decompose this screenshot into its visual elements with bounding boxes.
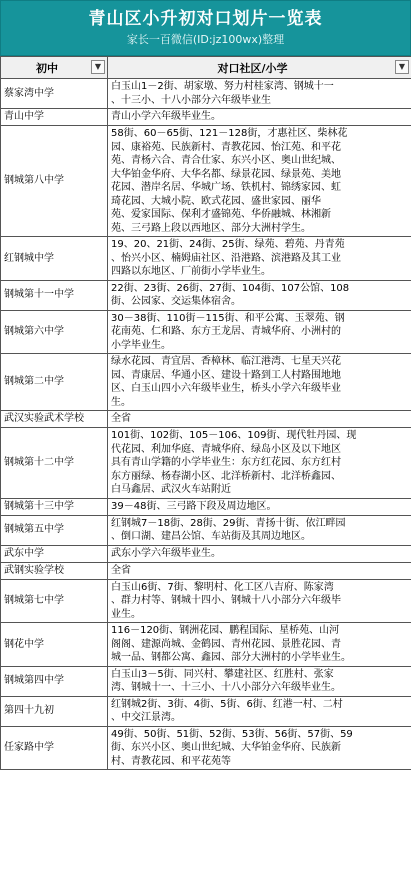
table-header-row xyxy=(1,57,411,79)
catchment-area-line: 苑、三弓路上段以西地区、部分大洲村学生。 xyxy=(111,222,311,234)
catchment-area-line: 红钢城7－18街、28街、29街、青扬十街、依江畔园 xyxy=(111,517,346,529)
school-name-cell: 红钢城中学 xyxy=(1,237,108,281)
catchment-area-line: 村、青教花园、和平花苑等 xyxy=(111,755,231,767)
catchment-area-line: 、倒口湖、建昌公馆、车站街及其周边地区。 xyxy=(111,531,311,542)
school-name-cell: 任家路中学 xyxy=(1,726,108,770)
catchment-area-line: 49街、50街、51街、52街、53街、56街、57街、59 xyxy=(111,728,353,740)
school-name-cell: 钢城第十三中学 xyxy=(1,498,108,515)
table-row xyxy=(1,562,411,579)
catchment-area-line: 116－120街、钢洲花园、鹏程国际、星桥苑、山河 xyxy=(111,625,340,636)
table-row xyxy=(1,109,411,126)
table-row xyxy=(1,79,411,109)
catchment-area-line: 白玉山1－2街、胡家墩、努力村桂家湾、钢城十一 xyxy=(111,81,334,92)
catchment-area-line: 红钢城2街、3街、4街、5街、6街、红港一村、二村 xyxy=(111,698,343,710)
catchment-area-cell xyxy=(108,545,411,562)
catchment-area-line: 生。 xyxy=(111,396,131,408)
school-name-cell: 武钢实验学校 xyxy=(1,562,108,579)
table-body xyxy=(1,79,411,770)
filter-dropdown-icon[interactable]: ▼ xyxy=(395,60,409,74)
school-name-cell: 钢城第五中学 xyxy=(1,515,108,545)
catchment-area-cell xyxy=(108,411,411,428)
catchment-area-line: 、群力村等、钢城十四小、钢城十八小部分六年级毕 xyxy=(111,595,341,606)
page-subtitle: 家长一百微信(ID:jz100wx)整理 xyxy=(126,33,285,46)
catchment-area-cell xyxy=(108,310,411,354)
catchment-area-line: 全省 xyxy=(111,413,131,425)
catchment-area-line: 阁阁、建源尚城、金鹤园、青州花园、景胜花园、青 xyxy=(111,638,341,650)
catchment-area-line: 大华铂金华府、大华名都、绿景花园、绿景苑、美地 xyxy=(111,168,341,180)
catchment-area-line: 小学毕业生。 xyxy=(111,339,171,351)
catchment-area-line: 区、白玉山四小六年级毕业生，桥头小学六年级毕业 xyxy=(111,383,341,394)
catchment-area-line: 、怡兴小区、楠姆庙社区、沿港路、滨港路及其工业 xyxy=(111,252,341,264)
catchment-area-line: 、中交江景湾。 xyxy=(111,712,181,723)
table-row xyxy=(1,726,411,770)
catchment-area-line: 白玉山3－5街、同兴村、攀建社区、红胜村、张家 xyxy=(111,668,334,680)
catchment-area-line: 22街、23街、26街、27街、104街、107公馆、108 xyxy=(111,282,350,294)
column-header-area xyxy=(108,57,411,79)
table-row xyxy=(1,666,411,696)
catchment-area-cell xyxy=(108,109,411,126)
catchment-area-line: 全省 xyxy=(111,564,131,576)
catchment-area-cell xyxy=(108,666,411,696)
school-name-cell: 钢花中学 xyxy=(1,623,108,667)
column-header-school xyxy=(1,57,108,79)
catchment-area-line: 湾、钢城十一、十三小、十八小部分六年级毕业生。 xyxy=(111,682,341,693)
catchment-area-line: 园、康裕苑、民族新村、青教花园、怡江苑、和平花 xyxy=(111,141,341,153)
catchment-area-line: 代花园、利加华庭、青城华府、绿岛小区及以下地区 xyxy=(111,443,341,455)
catchment-area-line: 四路以东地区、厂前街小学毕业生。 xyxy=(111,266,271,277)
catchment-area-cell xyxy=(108,623,411,667)
table-row xyxy=(1,428,411,499)
school-name-cell: 钢城第八中学 xyxy=(1,126,108,237)
column-header-school-label: 初中 xyxy=(36,61,58,75)
filter-dropdown-icon[interactable]: ▼ xyxy=(91,60,105,74)
catchment-area-cell xyxy=(108,428,411,499)
table-row xyxy=(1,411,411,428)
catchment-area-line: 街、公园家、交运集体宿舍。 xyxy=(111,296,241,307)
page-title: 青山区小升初对口划片一览表 xyxy=(88,9,323,29)
header-banner xyxy=(0,0,411,56)
column-header-area-label: 对口社区/小学 xyxy=(217,61,288,75)
table-row xyxy=(1,354,411,411)
catchment-area-line: 青山小学六年级毕业生。 xyxy=(111,111,221,123)
catchment-area-line: 城一品、钢都公寓、鑫园、部分大洲村的小学毕业生。 xyxy=(111,652,351,663)
catchment-area-line: 苑、青杨六合、青合仕家、东兴小区、奥山世纪城、 xyxy=(111,155,341,166)
table-row xyxy=(1,545,411,562)
catchment-area-line: 39－48街、三弓路下段及周边地区。 xyxy=(111,500,277,512)
table-row xyxy=(1,498,411,515)
catchment-area-line: 武东小学六年级毕业生。 xyxy=(111,547,221,559)
catchment-area-cell xyxy=(108,237,411,281)
catchment-area-cell xyxy=(108,579,411,623)
school-name-cell: 第四十九初 xyxy=(1,696,108,726)
catchment-area-line: 琦花园、大城小院、欧式花园、盛世家园、丽华 xyxy=(111,195,321,207)
table-row xyxy=(1,579,411,623)
catchment-area-line: 19、20、21街、24街、25街、绿苑、碧苑、丹青苑 xyxy=(111,239,345,250)
catchment-area-cell xyxy=(108,79,411,109)
catchment-area-cell xyxy=(108,126,411,237)
catchment-area-line: 具有青山学籍的小学毕业生：东方红花园、东方红村 xyxy=(111,457,341,468)
zoning-table xyxy=(0,56,411,770)
catchment-area-line: 花南苑、仁和路、东方王龙居、青城华府、小洲村的 xyxy=(111,326,341,337)
catchment-area-line: 园、青康居、华通小区、建设十路到工人村路围地地 xyxy=(111,369,341,381)
school-name-cell: 武东中学 xyxy=(1,545,108,562)
table-row xyxy=(1,310,411,354)
school-name-cell: 武汉实验武术学校 xyxy=(1,411,108,428)
catchment-area-cell xyxy=(108,515,411,545)
catchment-area-cell xyxy=(108,354,411,411)
catchment-area-line: 30－38街、110街－115街、和平公寓、玉翠苑、钢 xyxy=(111,312,345,324)
catchment-area-line: 、十三小、十八小部分六年级毕业生 xyxy=(111,94,271,106)
school-name-cell: 钢城第二中学 xyxy=(1,354,108,411)
school-name-cell: 钢城第七中学 xyxy=(1,579,108,623)
school-name-cell: 钢城第十二中学 xyxy=(1,428,108,499)
table-row xyxy=(1,623,411,667)
catchment-area-line: 白玉山6街、7街、黎明村、化工区八吉府、陈家湾 xyxy=(111,581,334,593)
catchment-area-line: 101街、102街、105－106、109街、现代牡丹园、现 xyxy=(111,430,357,441)
catchment-area-line: 花园、潜岸名居、华城广场、铁机村、锦绣家园、虹 xyxy=(111,182,341,193)
table-row xyxy=(1,126,411,237)
catchment-area-cell xyxy=(108,562,411,579)
table-row xyxy=(1,280,411,310)
school-name-cell: 青山中学 xyxy=(1,109,108,126)
catchment-area-line: 东方丽绿、杨春湖小区、北洋桥新村、北洋桥鑫园、 xyxy=(111,470,341,482)
catchment-area-line: 业生。 xyxy=(111,608,141,620)
catchment-area-line: 58街、60－65街、121－128街，才惠社区、柴林花 xyxy=(111,128,348,139)
catchment-area-cell xyxy=(108,498,411,515)
catchment-area-cell xyxy=(108,280,411,310)
school-name-cell: 钢城第四中学 xyxy=(1,666,108,696)
school-name-cell: 蔡家湾中学 xyxy=(1,79,108,109)
catchment-area-cell xyxy=(108,696,411,726)
table-row xyxy=(1,515,411,545)
catchment-area-line: 绿水花园、青宜居、香樟林、临江港湾、七星天兴花 xyxy=(111,356,341,367)
catchment-area-cell xyxy=(108,726,411,770)
catchment-area-line: 白马鑫居、武汉火车站附近 xyxy=(111,484,231,495)
catchment-area-line: 苑、爱家国际、保利才盛锦苑、华侨融城、林湘新 xyxy=(111,209,331,220)
table-row xyxy=(1,696,411,726)
table-row xyxy=(1,237,411,281)
school-name-cell: 钢城第十一中学 xyxy=(1,280,108,310)
school-name-cell: 钢城第六中学 xyxy=(1,310,108,354)
catchment-area-line: 街、东兴小区、奥山世纪城、大华铂金华府、民族新 xyxy=(111,742,341,753)
